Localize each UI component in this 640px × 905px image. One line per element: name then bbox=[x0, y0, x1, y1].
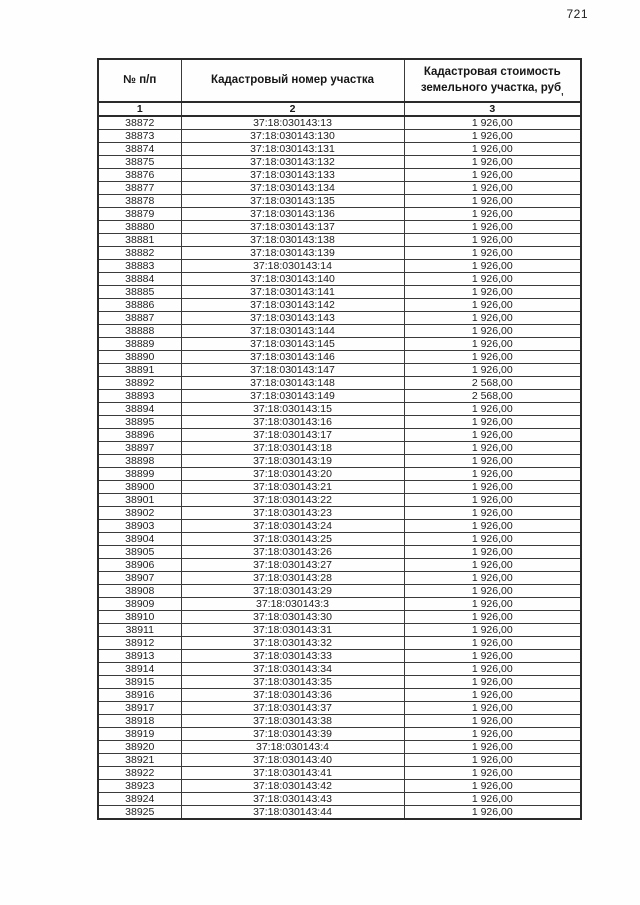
cell-cadastral-number: 37:18:030143:34 bbox=[181, 663, 404, 676]
table-row bbox=[98, 767, 581, 780]
table-row bbox=[98, 429, 581, 442]
cell-row-number: 38900 bbox=[98, 481, 181, 494]
cell-cadastral-number: 37:18:030143:23 bbox=[181, 507, 404, 520]
cell-cadastral-value: 1 926,00 bbox=[404, 143, 581, 156]
cell-cadastral-value: 1 926,00 bbox=[404, 286, 581, 299]
table-row bbox=[98, 390, 581, 403]
cell-cadastral-number: 37:18:030143:27 bbox=[181, 559, 404, 572]
table-row bbox=[98, 468, 581, 481]
cell-cadastral-value: 1 926,00 bbox=[404, 299, 581, 312]
cell-row-number: 38886 bbox=[98, 299, 181, 312]
cell-cadastral-number: 37:18:030143:149 bbox=[181, 390, 404, 403]
cell-row-number: 38887 bbox=[98, 312, 181, 325]
cell-row-number: 38891 bbox=[98, 364, 181, 377]
column-header-cadastral-value-text: Кадастровая стоимость земельного участка, руб bbox=[420, 65, 562, 94]
cell-cadastral-number: 37:18:030143:133 bbox=[181, 169, 404, 182]
cell-row-number: 38879 bbox=[98, 208, 181, 221]
cell-cadastral-value: 1 926,00 bbox=[404, 429, 581, 442]
cell-row-number: 38923 bbox=[98, 780, 181, 793]
table-header bbox=[98, 59, 581, 116]
table-row bbox=[98, 208, 581, 221]
cell-cadastral-value: 1 926,00 bbox=[404, 507, 581, 520]
table-row bbox=[98, 546, 581, 559]
cell-cadastral-value: 1 926,00 bbox=[404, 416, 581, 429]
cell-cadastral-number: 37:18:030143:30 bbox=[181, 611, 404, 624]
table-row bbox=[98, 676, 581, 689]
cell-row-number: 38878 bbox=[98, 195, 181, 208]
table-row bbox=[98, 572, 581, 585]
cell-cadastral-value: 1 926,00 bbox=[404, 221, 581, 234]
table-row bbox=[98, 416, 581, 429]
table-row bbox=[98, 338, 581, 351]
table-row bbox=[98, 481, 581, 494]
cell-cadastral-number: 37:18:030143:140 bbox=[181, 273, 404, 286]
table-row bbox=[98, 702, 581, 715]
table-row bbox=[98, 663, 581, 676]
cell-row-number: 38904 bbox=[98, 533, 181, 546]
table-row bbox=[98, 442, 581, 455]
table-row bbox=[98, 312, 581, 325]
cell-cadastral-value: 1 926,00 bbox=[404, 689, 581, 702]
cell-cadastral-number: 37:18:030143:36 bbox=[181, 689, 404, 702]
table-row bbox=[98, 741, 581, 754]
cell-cadastral-value: 1 926,00 bbox=[404, 637, 581, 650]
table-row bbox=[98, 116, 581, 130]
cell-cadastral-value: 1 926,00 bbox=[404, 195, 581, 208]
cell-row-number: 38882 bbox=[98, 247, 181, 260]
cell-row-number: 38915 bbox=[98, 676, 181, 689]
cell-cadastral-value: 1 926,00 bbox=[404, 598, 581, 611]
cell-cadastral-number: 37:18:030143:136 bbox=[181, 208, 404, 221]
cell-cadastral-number: 37:18:030143:4 bbox=[181, 741, 404, 754]
cell-cadastral-number: 37:18:030143:147 bbox=[181, 364, 404, 377]
cell-cadastral-number: 37:18:030143:21 bbox=[181, 481, 404, 494]
cell-cadastral-number: 37:18:030143:138 bbox=[181, 234, 404, 247]
cell-cadastral-value: 2 568,00 bbox=[404, 390, 581, 403]
cell-row-number: 38880 bbox=[98, 221, 181, 234]
table-row bbox=[98, 533, 581, 546]
table-row bbox=[98, 650, 581, 663]
column-number-row bbox=[98, 102, 581, 116]
cell-cadastral-value: 1 926,00 bbox=[404, 806, 581, 820]
cell-cadastral-number: 37:18:030143:37 bbox=[181, 702, 404, 715]
cell-cadastral-value: 1 926,00 bbox=[404, 312, 581, 325]
table-row bbox=[98, 169, 581, 182]
cell-row-number: 38917 bbox=[98, 702, 181, 715]
cell-row-number: 38920 bbox=[98, 741, 181, 754]
table-row bbox=[98, 221, 581, 234]
table-row bbox=[98, 689, 581, 702]
cell-row-number: 38897 bbox=[98, 442, 181, 455]
cell-cadastral-number: 37:18:030143:42 bbox=[181, 780, 404, 793]
cell-cadastral-value: 1 926,00 bbox=[404, 247, 581, 260]
cell-row-number: 38902 bbox=[98, 507, 181, 520]
cell-row-number: 38889 bbox=[98, 338, 181, 351]
cell-cadastral-number: 37:18:030143:148 bbox=[181, 377, 404, 390]
column-header-row-number: № п/п bbox=[98, 59, 181, 102]
table-row bbox=[98, 624, 581, 637]
cell-cadastral-value: 1 926,00 bbox=[404, 624, 581, 637]
table-row bbox=[98, 403, 581, 416]
table-row bbox=[98, 559, 581, 572]
cell-cadastral-value: 1 926,00 bbox=[404, 663, 581, 676]
cell-cadastral-number: 37:18:030143:139 bbox=[181, 247, 404, 260]
cell-row-number: 38925 bbox=[98, 806, 181, 820]
cell-row-number: 38911 bbox=[98, 624, 181, 637]
cell-row-number: 38876 bbox=[98, 169, 181, 182]
cell-cadastral-value: 1 926,00 bbox=[404, 533, 581, 546]
cell-cadastral-value: 2 568,00 bbox=[404, 377, 581, 390]
cell-cadastral-number: 37:18:030143:24 bbox=[181, 520, 404, 533]
table-row bbox=[98, 806, 581, 820]
cell-cadastral-number: 37:18:030143:131 bbox=[181, 143, 404, 156]
table-row bbox=[98, 351, 581, 364]
cell-row-number: 38873 bbox=[98, 130, 181, 143]
cell-cadastral-value: 1 926,00 bbox=[404, 234, 581, 247]
table-row bbox=[98, 494, 581, 507]
cell-cadastral-value: 1 926,00 bbox=[404, 260, 581, 273]
header-row bbox=[98, 59, 581, 102]
cell-cadastral-number: 37:18:030143:35 bbox=[181, 676, 404, 689]
cell-row-number: 38921 bbox=[98, 754, 181, 767]
cell-cadastral-number: 37:18:030143:31 bbox=[181, 624, 404, 637]
table-row bbox=[98, 377, 581, 390]
cell-row-number: 38898 bbox=[98, 455, 181, 468]
cell-row-number: 38877 bbox=[98, 182, 181, 195]
cell-row-number: 38892 bbox=[98, 377, 181, 390]
cell-row-number: 38881 bbox=[98, 234, 181, 247]
table-row bbox=[98, 455, 581, 468]
cell-row-number: 38894 bbox=[98, 403, 181, 416]
table-row bbox=[98, 611, 581, 624]
cell-row-number: 38914 bbox=[98, 663, 181, 676]
table-row bbox=[98, 143, 581, 156]
cell-row-number: 38896 bbox=[98, 429, 181, 442]
cell-cadastral-value: 1 926,00 bbox=[404, 767, 581, 780]
table-row bbox=[98, 780, 581, 793]
cell-cadastral-number: 37:18:030143:44 bbox=[181, 806, 404, 820]
table-row bbox=[98, 182, 581, 195]
cell-row-number: 38905 bbox=[98, 546, 181, 559]
cell-row-number: 38899 bbox=[98, 468, 181, 481]
cell-cadastral-number: 37:18:030143:22 bbox=[181, 494, 404, 507]
cell-cadastral-number: 37:18:030143:33 bbox=[181, 650, 404, 663]
cell-cadastral-number: 37:18:030143:19 bbox=[181, 455, 404, 468]
cell-cadastral-value: 1 926,00 bbox=[404, 273, 581, 286]
cell-cadastral-value: 1 926,00 bbox=[404, 208, 581, 221]
table-row bbox=[98, 325, 581, 338]
cell-row-number: 38916 bbox=[98, 689, 181, 702]
cell-cadastral-value: 1 926,00 bbox=[404, 403, 581, 416]
column-number-3: 3 bbox=[404, 102, 581, 116]
table-row bbox=[98, 286, 581, 299]
cell-cadastral-number: 37:18:030143:15 bbox=[181, 403, 404, 416]
cell-row-number: 38918 bbox=[98, 715, 181, 728]
cell-cadastral-number: 37:18:030143:17 bbox=[181, 429, 404, 442]
cell-cadastral-value: 1 926,00 bbox=[404, 741, 581, 754]
table-row bbox=[98, 585, 581, 598]
cell-cadastral-value: 1 926,00 bbox=[404, 481, 581, 494]
cell-row-number: 38895 bbox=[98, 416, 181, 429]
cell-cadastral-number: 37:18:030143:130 bbox=[181, 130, 404, 143]
cell-row-number: 38883 bbox=[98, 260, 181, 273]
cell-cadastral-value: 1 926,00 bbox=[404, 780, 581, 793]
table-row bbox=[98, 507, 581, 520]
cell-cadastral-value: 1 926,00 bbox=[404, 116, 581, 130]
cell-cadastral-value: 1 926,00 bbox=[404, 676, 581, 689]
cell-row-number: 38893 bbox=[98, 390, 181, 403]
table-row bbox=[98, 247, 581, 260]
cell-cadastral-number: 37:18:030143:39 bbox=[181, 728, 404, 741]
cell-cadastral-value: 1 926,00 bbox=[404, 572, 581, 585]
column-header-cadastral-value bbox=[404, 59, 581, 102]
cell-row-number: 38919 bbox=[98, 728, 181, 741]
column-header-cadastral-number: Кадастровый номер участка bbox=[181, 59, 404, 102]
cell-cadastral-number: 37:18:030143:143 bbox=[181, 312, 404, 325]
cell-cadastral-value: 1 926,00 bbox=[404, 338, 581, 351]
table-row bbox=[98, 156, 581, 169]
cell-row-number: 38903 bbox=[98, 520, 181, 533]
cell-cadastral-number: 37:18:030143:38 bbox=[181, 715, 404, 728]
table-row bbox=[98, 195, 581, 208]
cell-cadastral-value: 1 926,00 bbox=[404, 754, 581, 767]
column-header-sub-comma: , bbox=[561, 85, 564, 96]
cell-cadastral-value: 1 926,00 bbox=[404, 702, 581, 715]
cell-row-number: 38909 bbox=[98, 598, 181, 611]
cell-cadastral-value: 1 926,00 bbox=[404, 728, 581, 741]
cell-cadastral-number: 37:18:030143:132 bbox=[181, 156, 404, 169]
cell-cadastral-number: 37:18:030143:141 bbox=[181, 286, 404, 299]
cell-cadastral-number: 37:18:030143:145 bbox=[181, 338, 404, 351]
table-row bbox=[98, 637, 581, 650]
cell-row-number: 38908 bbox=[98, 585, 181, 598]
cell-cadastral-number: 37:18:030143:16 bbox=[181, 416, 404, 429]
cell-cadastral-number: 37:18:030143:146 bbox=[181, 351, 404, 364]
cell-cadastral-value: 1 926,00 bbox=[404, 182, 581, 195]
column-number-1: 1 bbox=[98, 102, 181, 116]
cell-cadastral-number: 37:18:030143:3 bbox=[181, 598, 404, 611]
cell-cadastral-value: 1 926,00 bbox=[404, 520, 581, 533]
cell-cadastral-number: 37:18:030143:25 bbox=[181, 533, 404, 546]
cell-cadastral-value: 1 926,00 bbox=[404, 156, 581, 169]
cell-cadastral-value: 1 926,00 bbox=[404, 130, 581, 143]
table-row bbox=[98, 130, 581, 143]
cell-cadastral-number: 37:18:030143:32 bbox=[181, 637, 404, 650]
cell-row-number: 38924 bbox=[98, 793, 181, 806]
cell-cadastral-number: 37:18:030143:41 bbox=[181, 767, 404, 780]
table-row bbox=[98, 364, 581, 377]
cell-cadastral-value: 1 926,00 bbox=[404, 364, 581, 377]
cell-cadastral-number: 37:18:030143:135 bbox=[181, 195, 404, 208]
cell-cadastral-value: 1 926,00 bbox=[404, 611, 581, 624]
cell-cadastral-value: 1 926,00 bbox=[404, 546, 581, 559]
cell-cadastral-value: 1 926,00 bbox=[404, 455, 581, 468]
cell-cadastral-number: 37:18:030143:18 bbox=[181, 442, 404, 455]
table-row bbox=[98, 598, 581, 611]
cell-cadastral-value: 1 926,00 bbox=[404, 494, 581, 507]
table-row bbox=[98, 728, 581, 741]
cell-cadastral-value: 1 926,00 bbox=[404, 468, 581, 481]
cell-cadastral-number: 37:18:030143:40 bbox=[181, 754, 404, 767]
cell-cadastral-number: 37:18:030143:142 bbox=[181, 299, 404, 312]
cell-cadastral-value: 1 926,00 bbox=[404, 559, 581, 572]
cell-row-number: 38910 bbox=[98, 611, 181, 624]
table-row bbox=[98, 520, 581, 533]
cell-cadastral-number: 37:18:030143:144 bbox=[181, 325, 404, 338]
cell-cadastral-value: 1 926,00 bbox=[404, 169, 581, 182]
cell-cadastral-value: 1 926,00 bbox=[404, 793, 581, 806]
cell-cadastral-value: 1 926,00 bbox=[404, 585, 581, 598]
cell-cadastral-number: 37:18:030143:29 bbox=[181, 585, 404, 598]
cell-row-number: 38885 bbox=[98, 286, 181, 299]
cell-cadastral-number: 37:18:030143:43 bbox=[181, 793, 404, 806]
cell-row-number: 38874 bbox=[98, 143, 181, 156]
cell-cadastral-number: 37:18:030143:28 bbox=[181, 572, 404, 585]
cell-cadastral-value: 1 926,00 bbox=[404, 650, 581, 663]
cell-row-number: 38890 bbox=[98, 351, 181, 364]
cell-row-number: 38907 bbox=[98, 572, 181, 585]
cell-row-number: 38906 bbox=[98, 559, 181, 572]
cell-cadastral-number: 37:18:030143:20 bbox=[181, 468, 404, 481]
cell-row-number: 38872 bbox=[98, 116, 181, 130]
cadastral-value-table bbox=[97, 58, 582, 820]
cell-cadastral-number: 37:18:030143:14 bbox=[181, 260, 404, 273]
cell-cadastral-value: 1 926,00 bbox=[404, 715, 581, 728]
cell-row-number: 38922 bbox=[98, 767, 181, 780]
cell-row-number: 38912 bbox=[98, 637, 181, 650]
page-number: 721 bbox=[566, 7, 588, 21]
cell-row-number: 38875 bbox=[98, 156, 181, 169]
cell-cadastral-number: 37:18:030143:134 bbox=[181, 182, 404, 195]
cell-cadastral-number: 37:18:030143:13 bbox=[181, 116, 404, 130]
cell-cadastral-number: 37:18:030143:137 bbox=[181, 221, 404, 234]
table-row bbox=[98, 260, 581, 273]
table-row bbox=[98, 793, 581, 806]
cell-row-number: 38913 bbox=[98, 650, 181, 663]
table-row bbox=[98, 715, 581, 728]
table-row bbox=[98, 299, 581, 312]
cell-cadastral-value: 1 926,00 bbox=[404, 325, 581, 338]
cell-row-number: 38884 bbox=[98, 273, 181, 286]
table-row bbox=[98, 273, 581, 286]
cell-row-number: 38901 bbox=[98, 494, 181, 507]
column-number-2: 2 bbox=[181, 102, 404, 116]
cell-row-number: 38888 bbox=[98, 325, 181, 338]
cell-cadastral-number: 37:18:030143:26 bbox=[181, 546, 404, 559]
table-body bbox=[98, 116, 581, 819]
cell-cadastral-value: 1 926,00 bbox=[404, 351, 581, 364]
cell-cadastral-value: 1 926,00 bbox=[404, 442, 581, 455]
table-row bbox=[98, 754, 581, 767]
table-row bbox=[98, 234, 581, 247]
